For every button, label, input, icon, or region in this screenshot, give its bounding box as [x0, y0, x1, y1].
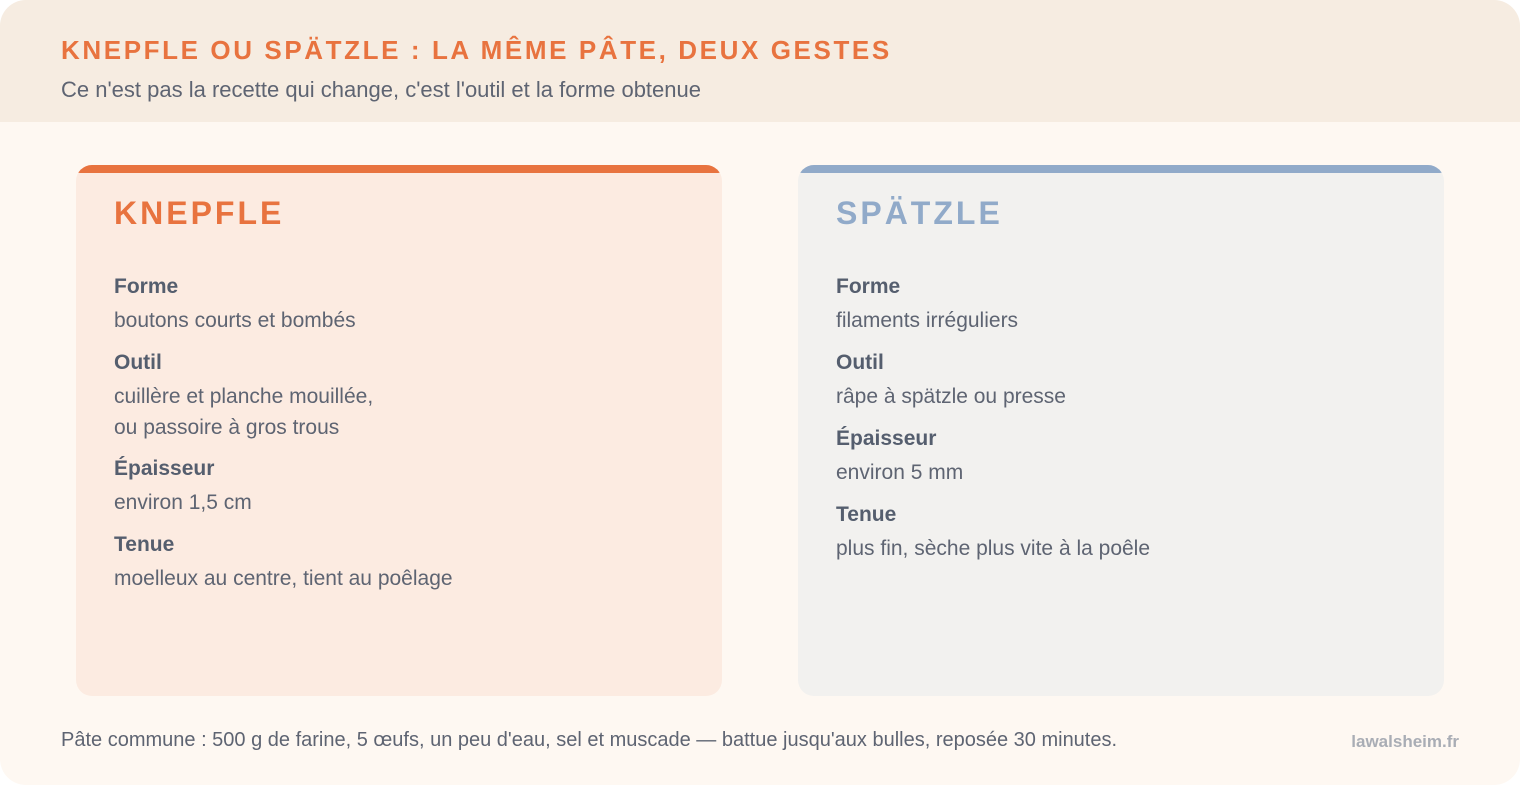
field-value: filaments irréguliers — [836, 309, 1019, 332]
field-label: Épaisseur — [836, 427, 937, 450]
field-value: râpe à spätzle ou presse — [836, 385, 1066, 408]
footer-note: Pâte commune : 500 g de farine, 5 œufs, un peu d'eau, sel et muscade — battue jusqu'aux bulles, reposée 30 minutes. — [61, 729, 1118, 751]
spaetzle-field-outil — [836, 348, 1424, 412]
spaetzle-field-epaisseur — [836, 424, 1424, 488]
field-label: Épaisseur — [114, 457, 215, 480]
knepfle-field-tenue — [114, 530, 702, 594]
knepfle-field-forme — [114, 272, 702, 336]
field-value: moelleux au centre, tient au poêlage — [114, 567, 453, 590]
field-label: Outil — [114, 351, 162, 374]
field-label: Forme — [836, 275, 901, 298]
spaetzle-panel — [798, 165, 1444, 696]
field-value: boutons courts et bombés — [114, 309, 356, 332]
field-label: Outil — [836, 351, 884, 374]
footer-site-credit: lawalsheim.fr — [1351, 732, 1459, 751]
field-value: ou passoire à gros trous — [114, 416, 340, 439]
knepfle-field-outil — [114, 348, 702, 443]
spaetzle-field-forme — [836, 272, 1424, 336]
field-label: Tenue — [114, 533, 175, 556]
field-value: plus fin, sèche plus vite à la poêle — [836, 537, 1151, 560]
spaetzle-accent-bar — [798, 165, 1444, 173]
spaetzle-heading: SPÄTZLE — [836, 195, 1003, 231]
field-value: environ 5 mm — [836, 461, 964, 484]
knepfle-field-epaisseur — [114, 454, 702, 518]
page-subtitle: Ce n'est pas la recette qui change, c'est l'outil et la forme obtenue — [61, 77, 701, 102]
spaetzle-field-tenue — [836, 500, 1424, 564]
field-value: environ 1,5 cm — [114, 491, 252, 514]
header-band — [0, 0, 1520, 122]
knepfle-accent-bar — [76, 165, 722, 173]
field-label: Forme — [114, 275, 179, 298]
knepfle-heading: KNEPFLE — [114, 195, 285, 231]
page-title: KNEPFLE OU SPÄTZLE : LA MÊME PÂTE, DEUX GESTES — [61, 35, 892, 65]
field-value: cuillère et planche mouillée, — [114, 385, 374, 408]
knepfle-panel — [76, 165, 722, 696]
field-label: Tenue — [836, 503, 897, 526]
